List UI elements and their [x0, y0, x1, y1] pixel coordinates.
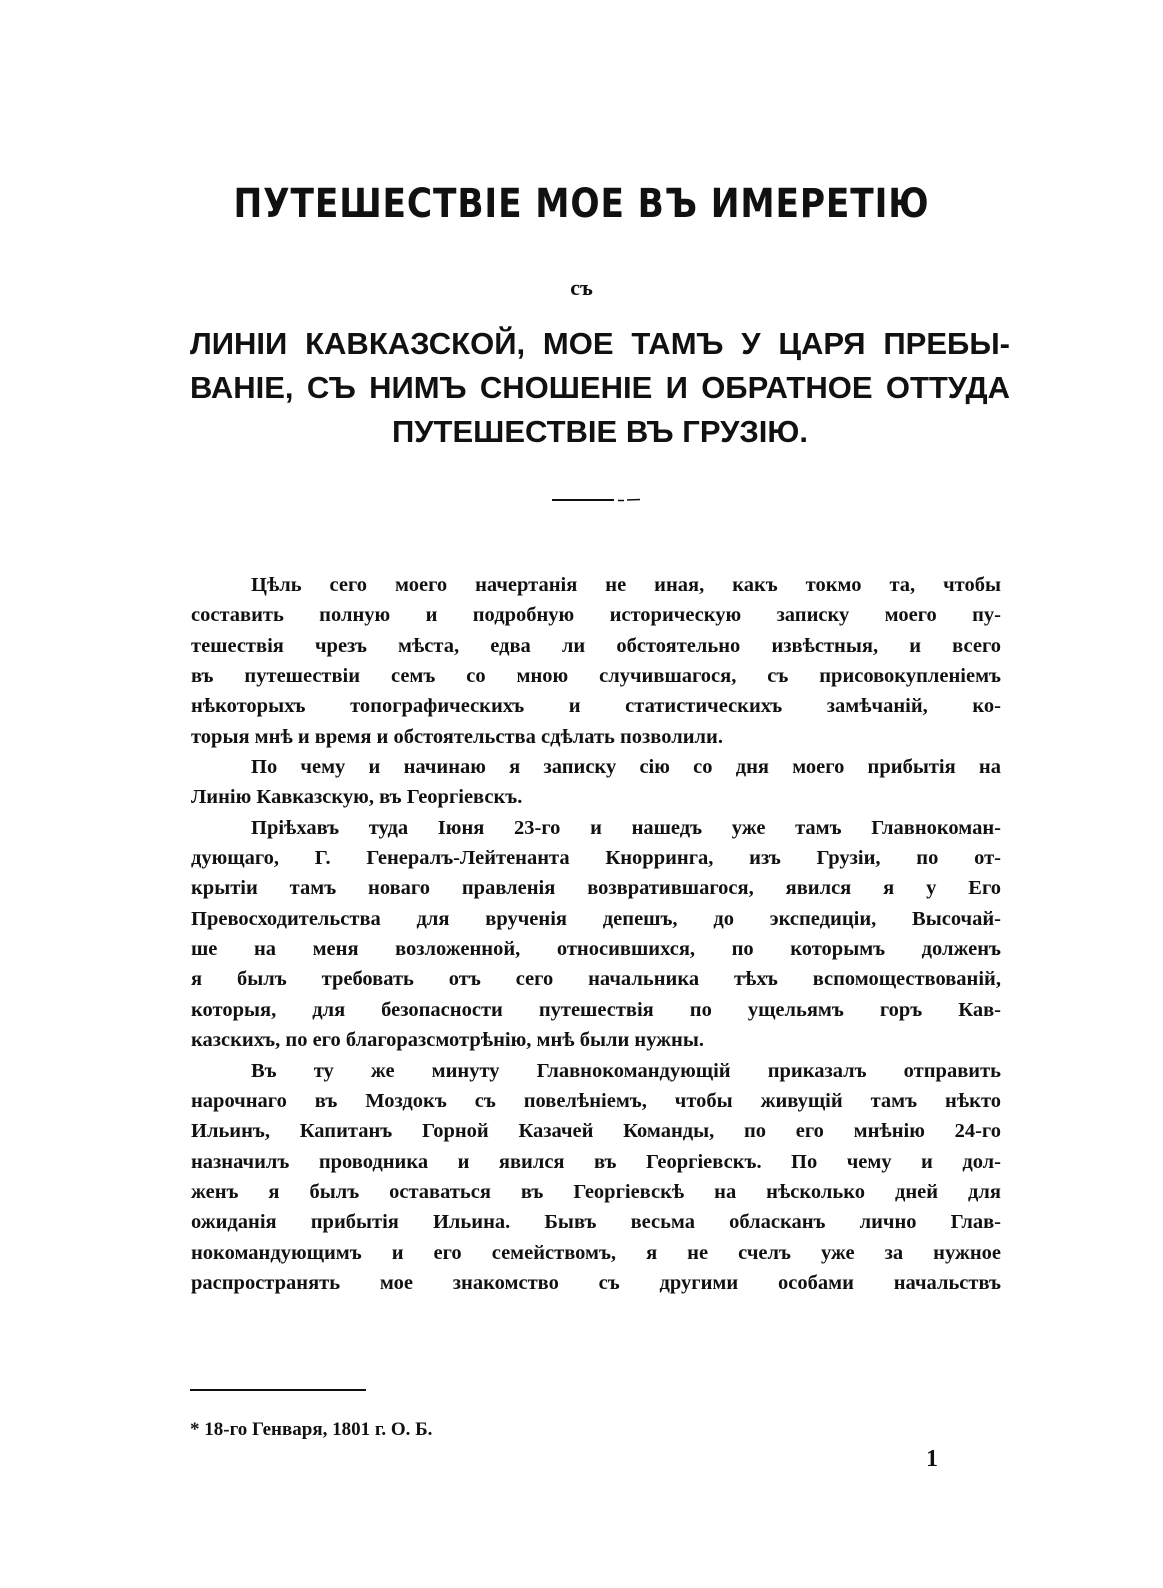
text-line: торыя мнѣ и время и обстоятельства сдѣлать позволили.: [191, 725, 723, 748]
paragraph: [191, 752, 1001, 813]
subtitle-line: ВАНІЕ, СЪ НИМЪ СНОШЕНІЕ И ОБРАТНОЕ ОТТУДА: [190, 370, 1010, 405]
text-line: По чему и начинаю я записку сію со дня моего прибытія на: [251, 756, 1001, 779]
footnote: * 18-го Генваря, 1801 г. О. Б.: [190, 1419, 433, 1440]
text-line: Пріѣхавъ туда Іюня 23-го и нашедъ уже тамъ Главнокоман-: [251, 816, 1001, 839]
page-number: 1: [926, 1446, 938, 1472]
text-line: тешествія чрезъ мѣста, едва ли обстоятельно извѣстныя, и всего: [191, 634, 1001, 657]
text-line: Линію Кавказскую, въ Георгіевскъ.: [191, 786, 523, 809]
subtitle: [190, 322, 1010, 454]
page-title: ПУТЕШЕСТВІЕ МОЕ ВЪ ИМЕРЕТІЮ: [233, 181, 930, 227]
text-line: ожиданія прибытія Ильина. Бывъ весьма обласканъ лично Глав-: [191, 1211, 1001, 1234]
text-line: Превосходительства для врученія депешъ, до экспедиціи, Высочай-: [191, 907, 1001, 930]
text-line: Ильинъ, Капитанъ Горной Казачей Команды, по его мнѣнію 24-го: [191, 1120, 1001, 1143]
text-line: я былъ требовать отъ сего начальника тѣхъ вспомоществованій,: [191, 968, 1001, 991]
text-line: которыя, для безопасности путешествія по ущельямъ горъ Кав-: [191, 998, 1001, 1021]
title-conjunction: съ: [570, 275, 593, 300]
text-line: составить полную и подробную историческую записку моего пу-: [191, 604, 1001, 627]
body-text: [191, 570, 1001, 1298]
text-line: нарочнаго въ Моздокъ съ повелѣніемъ, чтобы живущій тамъ нѣкто: [191, 1089, 1001, 1112]
text-line: ше на меня возложенной, относившихся, по которымъ долженъ: [191, 938, 1001, 961]
text-line: нокомандующимъ и его семействомъ, я не счелъ уже за нужное: [191, 1241, 1001, 1264]
paragraph: [191, 570, 1001, 752]
ornament-divider: [552, 497, 642, 503]
text-line: крытіи тамъ новаго правленія возвратившагося, явился я у Его: [191, 877, 1001, 900]
footnote-rule: [190, 1389, 366, 1391]
text-line: нѣкоторыхъ топографическихъ и статистическихъ замѣчаній, ко-: [191, 695, 1001, 718]
text-line: женъ я былъ оставаться въ Георгіевскѣ на нѣсколько дней для: [191, 1180, 1001, 1203]
text-line: распространять мое знакомство съ другими особами начальствъ: [191, 1271, 1001, 1294]
paragraph: [191, 1056, 1001, 1299]
text-line: въ путешествіи семъ со мною случившагося, съ присовокупленіемъ: [191, 665, 1001, 688]
text-line: назначилъ проводника и явился въ Георгіевскъ. По чему и дол-: [191, 1150, 1001, 1173]
subtitle-line: ПУТЕШЕСТВІЕ ВЪ ГРУЗІЮ.: [391, 414, 808, 449]
paragraph: [191, 813, 1001, 1056]
text-line: Цѣль сего моего начертанія не иная, какъ токмо та, чтобы: [251, 574, 1001, 596]
text-line: казскихъ, по его благоразсмотрѣнію, мнѣ были нужны.: [191, 1029, 704, 1052]
subtitle-line: ЛИНІИ КАВКАЗСКОЙ, МОЕ ТАМЪ У ЦАРЯ ПРЕБЫ-: [190, 326, 1010, 361]
text-line: дующаго, Г. Генералъ-Лейтенанта Кнорринга, изъ Грузіи, по от-: [191, 847, 1001, 870]
text-line: Въ ту же минуту Главнокомандующій приказалъ отправить: [251, 1059, 1001, 1082]
